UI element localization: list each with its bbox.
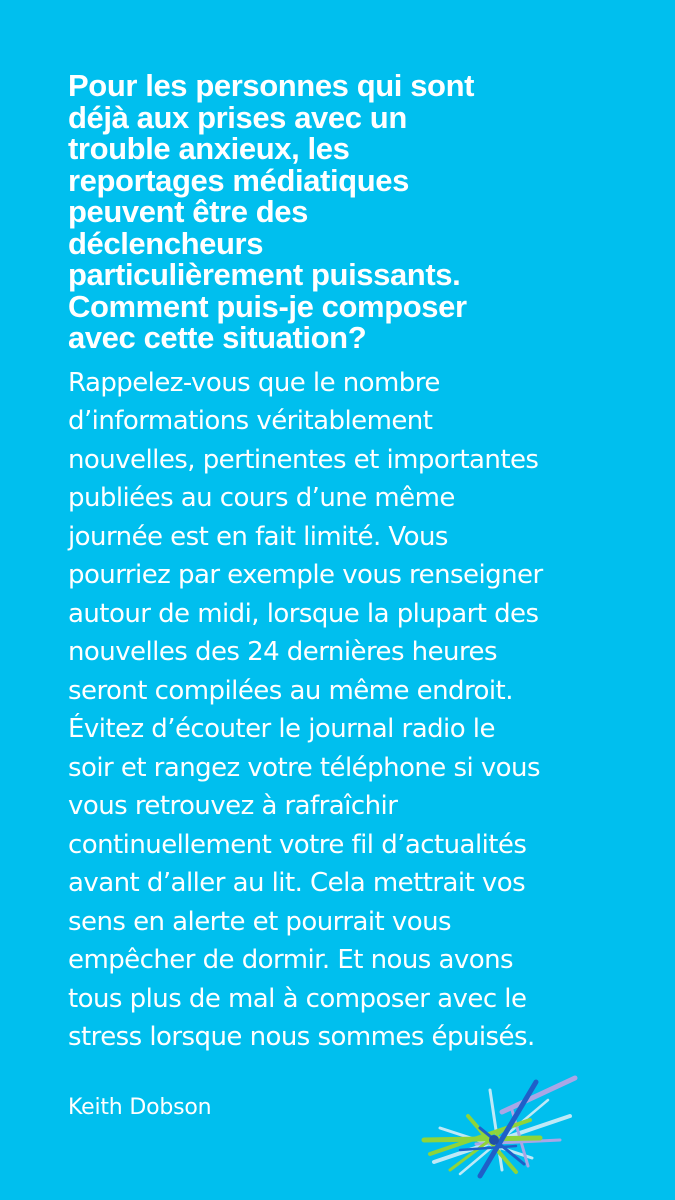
answer-text: Rappelez-vous que le nombre d’informations véritablement nouvelles, pertinentes et importantes publiées au cours d’une même journée est en fait limité. Vous pourriez par exemple vous renseigner autour de midi, lorsque la plupart des nouvelles des 24 dernières heures seront compilées au même endroit. Évitez d’écouter le journal radio le soir et rangez votre téléphone si vous vous retrouvez à rafraîchir continuellement votre fil d’actualités avant d’aller au lit. Cela mettrait vos sens en alerte et pourrait vous empêcher de dormir. Et nous avons tous plus de mal à composer avec le stress lorsque nous sommes épuisés.	[68, 367, 543, 1052]
starburst-logo-icon	[420, 1070, 590, 1180]
question-heading: Pour les personnes qui sont déjà aux prises avec un trouble anxieux, les reportages médiatiques peuvent être des déclencheurs particulièrement puissants. Comment puis-je composer avec cette situation?	[68, 68, 475, 355]
author-name: Keith Dobson	[68, 1095, 212, 1120]
burst-center	[489, 1135, 499, 1145]
quote-content	[68, 70, 628, 1057]
